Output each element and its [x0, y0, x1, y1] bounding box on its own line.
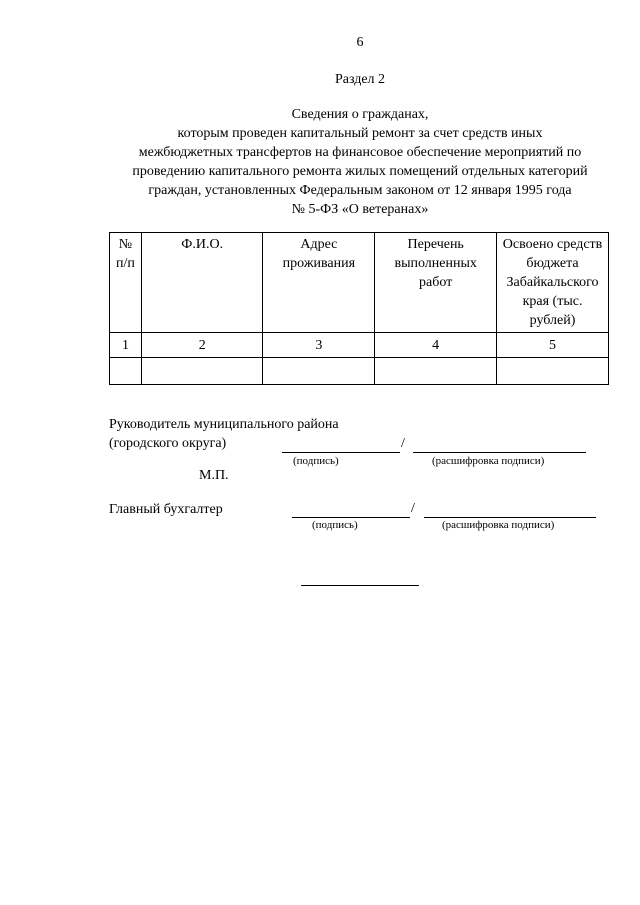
column-number: 2 [141, 333, 263, 358]
table-cell [110, 358, 142, 385]
column-number-row [110, 333, 609, 358]
citizens-table [109, 232, 609, 385]
accountant-decode-line [424, 517, 596, 518]
accountant-title: Главный бухгалтер [109, 502, 223, 517]
heading-line: межбюджетных трансфертов на финансовое обеспечение мероприятий по [138, 145, 582, 160]
slash: / [411, 501, 415, 516]
table-header-row [110, 233, 609, 333]
heading-line: Сведения о гражданах, [291, 107, 429, 122]
table-cell [375, 358, 497, 385]
slash: / [401, 436, 405, 451]
accountant-signature-line [292, 517, 410, 518]
head-title-line1: Руководитель муниципального района [109, 417, 339, 432]
col-header-works: Перечень выполненных работ [375, 233, 497, 333]
table-cell [497, 358, 609, 385]
empty-data-row [110, 358, 609, 385]
section-title: Раздел 2 [334, 72, 386, 87]
col-header-funds: Освоено средств бюджета Забайкальского края (тыс. рублей) [497, 233, 609, 333]
accountant-signature-caption: (подпись) [312, 519, 358, 531]
column-number: 4 [375, 333, 497, 358]
table-cell [141, 358, 263, 385]
head-decode-line [413, 452, 586, 453]
column-number: 3 [263, 333, 375, 358]
accountant-decode-caption: (расшифровка подписи) [442, 519, 555, 531]
table-cell [263, 358, 375, 385]
stamp-place: М.П. [199, 468, 229, 483]
column-number: 5 [497, 333, 609, 358]
col-header-name: Ф.И.О. [141, 233, 263, 333]
head-title-line2: (городского округа) [109, 436, 227, 451]
heading-line: № 5-ФЗ «О ветеранах» [291, 202, 429, 217]
col-header-number: № п/п [110, 233, 142, 333]
document-heading [100, 105, 620, 219]
page-number: 6 [356, 35, 364, 50]
heading-line: граждан, установленных Федеральным законом от 12 января 1995 года [148, 183, 572, 198]
heading-line: которым проведен капитальный ремонт за счет средств иных [177, 126, 543, 141]
col-header-address: Адрес проживания [263, 233, 375, 333]
heading-line: проведению капитального ремонта жилых помещений отдельных категорий [132, 164, 588, 179]
head-signature-caption: (подпись) [293, 455, 339, 467]
head-signature-line [282, 452, 400, 453]
end-divider [301, 585, 419, 586]
column-number: 1 [110, 333, 142, 358]
head-decode-caption: (расшифровка подписи) [432, 455, 545, 467]
